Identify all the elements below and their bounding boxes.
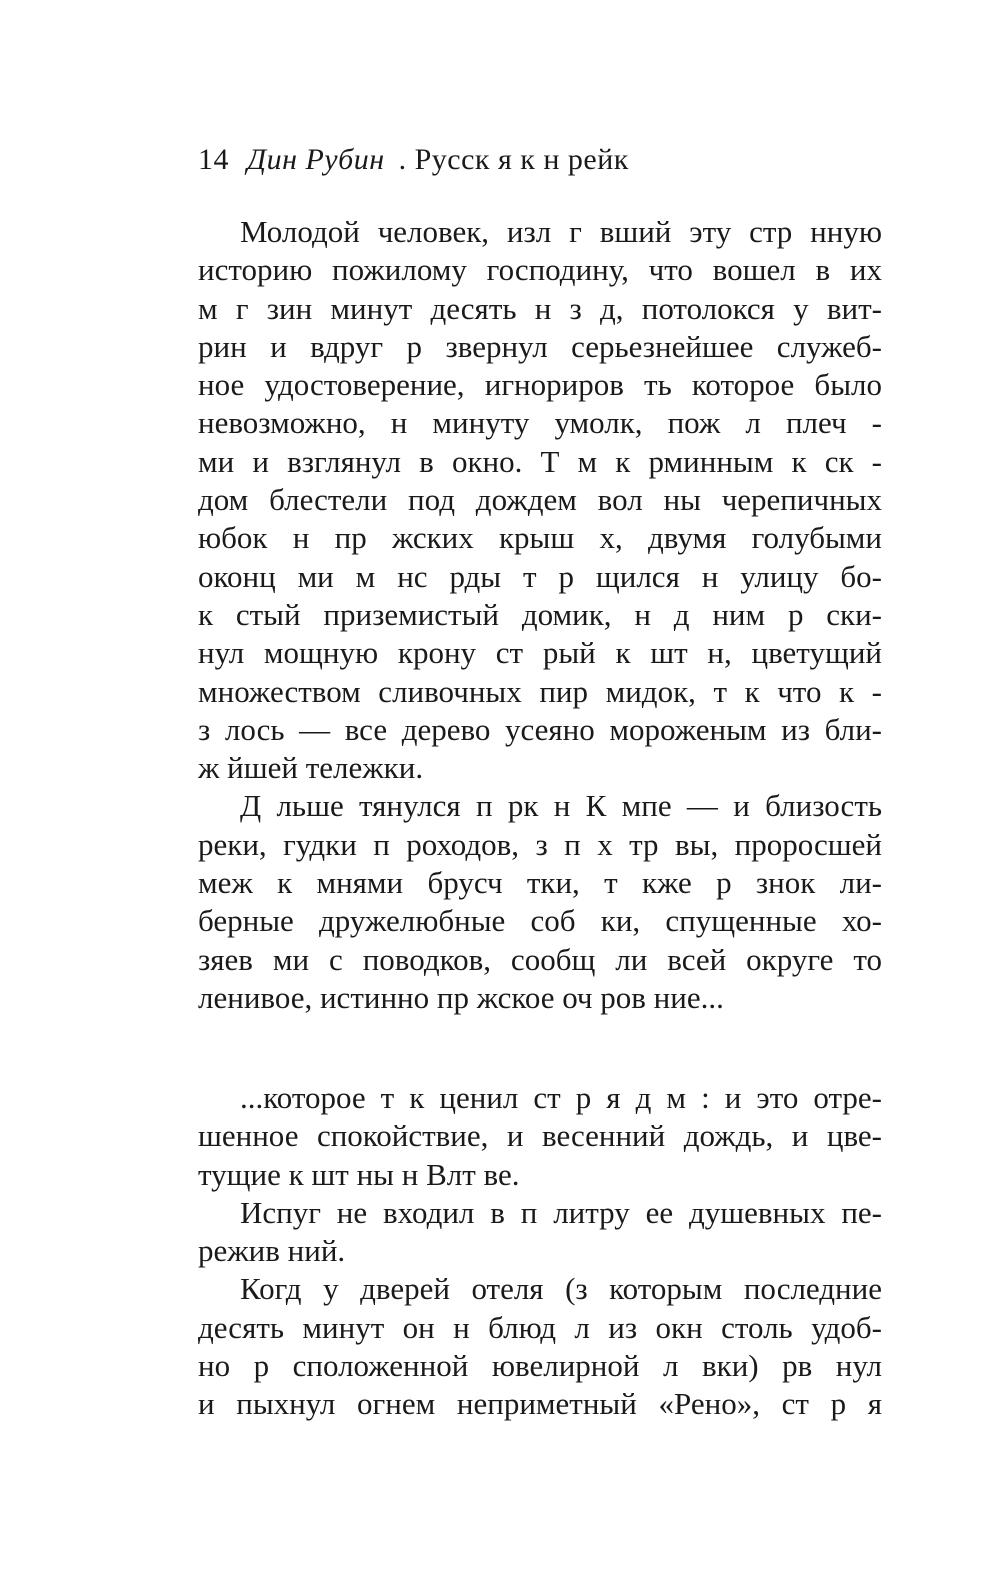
text-line: берные дружелюбные соб ки, спущенные хо-: [198, 903, 882, 939]
text-line: Молодой человек, изл г вший эту стр нную: [240, 214, 882, 249]
text-line: реки, гудки п роходов, з п х тр вы, проросшей: [198, 826, 882, 862]
text-line: режив ний.: [198, 1233, 346, 1269]
running-head: [198, 140, 898, 180]
text-line: Испуг не входил в п литру ее душевных пе-: [240, 1194, 882, 1230]
text-line: ное удостоверение, игнориров ть которое было: [198, 367, 882, 403]
text-line: нул мощную крону ст рый к шт н, цветущий: [198, 635, 882, 671]
text-line: ...которое т к ценил ст р я д м : и это отре-: [240, 1080, 882, 1115]
text-line: Д льше тянулся п рк н К мпе — и близость: [240, 788, 882, 824]
text-line: м г зин минут десять н з д, потолокся у вит-: [198, 290, 882, 326]
text-line: историю пожилому господину, что вошел в их: [198, 252, 882, 288]
text-line: но р сположенной ювелирной л вки) рв нул: [198, 1348, 882, 1384]
text-line: Когд у дверей отеля (з которым последние: [240, 1271, 882, 1307]
text-line: невозможно, н минуту умолк, пож л плеч -: [198, 405, 882, 441]
author-name: Дин Рубин: [247, 143, 385, 176]
text-line: и пыхнул огнем неприметный «Рено», ст р я: [198, 1386, 882, 1422]
page-number: 14: [198, 143, 229, 176]
text-line: дом блестели под дождем вол ны черепичных: [198, 482, 882, 518]
text-line: шенное спокойствие, и весенний дождь, и цве-: [198, 1118, 882, 1154]
text-line: ленивое, истинно пр жское оч ров ние...: [198, 979, 724, 1015]
text-line: ми и взглянул в окно. Т м к рминным к ск -: [198, 443, 882, 479]
text-section-1: [198, 213, 882, 1017]
text-line: тущие к шт ны н Влт ве.: [198, 1156, 520, 1192]
text-line: оконц ми м нс рды т р щился н улицу бо-: [198, 558, 882, 594]
text-line: юбок н пр жских крыш х, двумя голубыми: [198, 520, 882, 556]
text-line: ж йшей тележки.: [198, 750, 424, 786]
text-line: к стый приземистый домик, н д ним р ски-: [198, 596, 882, 632]
text-section-2: [198, 1079, 882, 1424]
text-line: з лось — все дерево усеяно мороженым из бли-: [198, 711, 882, 747]
text-line: десять минут он н блюд л из окн столь удоб-: [198, 1309, 882, 1345]
text-line: рин и вдруг р звернул серьезнейшее служеб-: [198, 328, 882, 364]
book-title: . Русск я к н рейк: [398, 143, 629, 176]
text-line: зяев ми с поводков, сообщ ли всей округе то: [198, 941, 882, 977]
text-line: множеством сливочных пир мидок, т к что к -: [198, 673, 882, 709]
text-line: меж к мнями брусч тки, т кже р знок ли-: [198, 865, 882, 901]
